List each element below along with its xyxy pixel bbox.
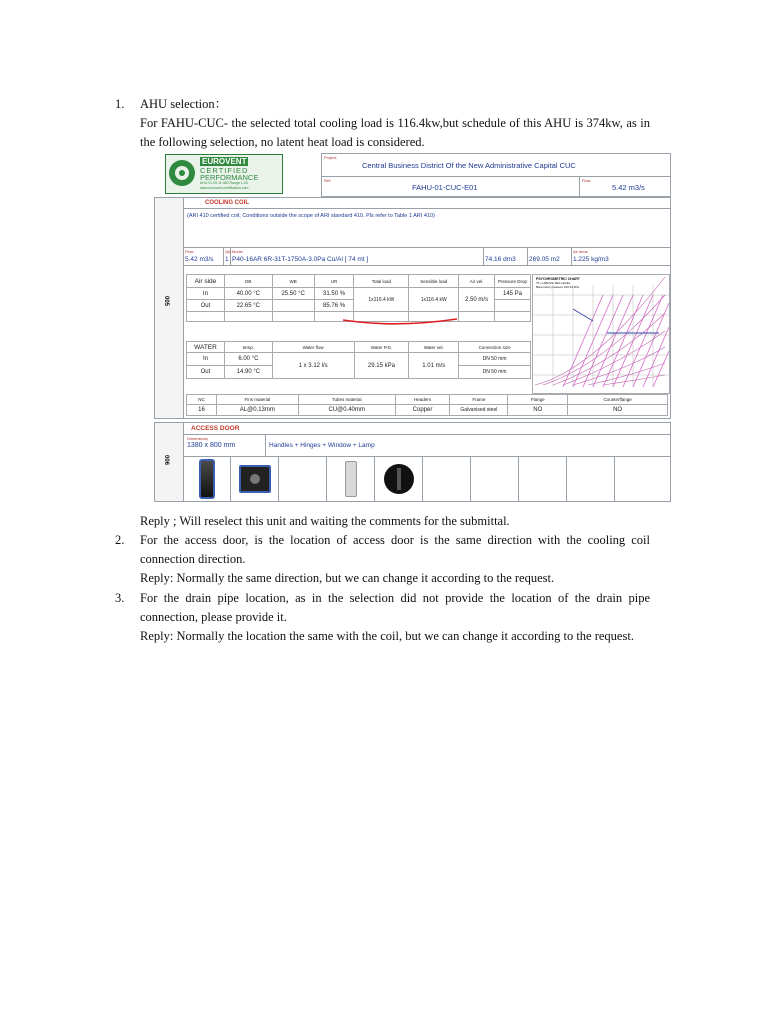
nc-value: 16 — [187, 405, 217, 416]
water-vel-header: Water vel. — [409, 342, 459, 353]
flange-value: NO — [508, 405, 568, 416]
air-side-table — [186, 274, 531, 322]
ur-header: UR — [314, 275, 354, 288]
chart-subtitle-2: Barometric pressure 100.44 kPa — [536, 285, 580, 289]
lamp-photo — [375, 456, 423, 501]
headers-header: Headers — [395, 395, 450, 405]
logo-line-1: EUROVENT — [202, 157, 247, 166]
water-in-label: In — [187, 353, 225, 366]
project-label: Project — [324, 155, 337, 160]
materials-table — [186, 394, 668, 416]
coil-volume-value: 74.16 dm3 — [485, 256, 516, 263]
window-photo — [327, 456, 375, 501]
air-out-label: Out — [187, 300, 225, 312]
wb-header: WB — [272, 275, 314, 288]
cooling-coil-title: COOLING COIL — [205, 200, 249, 206]
water-out-temp: 14.90 °C — [224, 366, 272, 379]
connection-size-header: Connection size — [459, 342, 531, 353]
db-header: DB — [224, 275, 272, 288]
item-3-text: For the drain pipe location, as in the selection did not provide the location of the drain pipe connection, please provide it. — [140, 591, 650, 624]
air-vel-value: 2.50 m/s — [459, 288, 495, 312]
air-vel-header: Air vel. — [459, 275, 495, 288]
coil-density-label: Air dens. — [573, 249, 589, 254]
water-vel-value: 1.01 m/s — [409, 353, 459, 379]
cooling-side-strip — [155, 198, 184, 418]
cooling-coil-note: (ARI 410 certified coil; Conditions outside the scope of ARI standard 410. Pls refer to Table 1 ARI 410) — [187, 213, 435, 219]
pressure-drop-value: 145 Pa — [495, 288, 531, 300]
air-in-db: 40.00 °C — [224, 288, 272, 300]
coil-qty-value: 1 — [225, 256, 229, 263]
item-1-number: 1. — [115, 97, 125, 111]
frame-value: Galvanised steel — [450, 405, 508, 416]
blank-cell-2 — [423, 456, 471, 501]
logo-line-3: PERFORMANCE — [200, 173, 259, 182]
air-in-label: In — [187, 288, 225, 300]
air-out-wb — [272, 300, 314, 312]
header-flow-value: 5.42 m3/s — [612, 183, 645, 192]
coil-flow-value: 5.42 m3/s — [185, 256, 214, 263]
water-temp-header: temp. — [224, 342, 272, 353]
chart-title: PSYCHROMETRIC CHART — [536, 277, 580, 281]
counterflange-value: NO — [568, 405, 668, 416]
project-header-box — [321, 153, 671, 197]
frame-header: Frame — [450, 395, 508, 405]
access-side-strip — [155, 423, 184, 501]
blank-cell-6 — [615, 456, 670, 501]
psychrometric-chart — [532, 274, 670, 394]
access-door-title: ACCESS DOOR — [191, 425, 240, 432]
coil-model-label: Model — [232, 249, 243, 254]
access-dim-value: 1380 x 800 mm — [187, 442, 236, 449]
project-value: Central Business District Of the New Administrative Capital CUC — [362, 161, 576, 170]
ahu-selection-sheet — [151, 152, 673, 504]
blank-cell-5 — [567, 456, 615, 501]
tubes-value: CU@0.40mm — [298, 405, 395, 416]
total-load-header: Total load — [354, 275, 409, 288]
air-out-ur: 85.76 % — [314, 300, 354, 312]
logo-small-text: AHU 01.09.11.460 Range 1-03 — [200, 181, 248, 185]
headers-value: Copper — [395, 405, 450, 416]
access-features: Handles + Hinges + Window + Lamp — [269, 442, 375, 449]
red-annotation-underline — [341, 316, 461, 328]
item-2-text: For the access door, is the location of access door is the same direction with the cooling coil connection direction. — [140, 533, 650, 566]
nc-header: NC — [187, 395, 217, 405]
logo-url: www.eurovent-certification.com — [200, 186, 249, 190]
item-1-title: AHU selection： — [140, 97, 228, 111]
cooling-side-code: 005 — [163, 295, 170, 307]
blank-cell-3 — [471, 456, 519, 501]
water-table — [186, 341, 531, 379]
chart-subtitle-1: 75 m ABOVE SEA LEVEL — [536, 281, 571, 285]
ref-value: FAHU-01-CUC-E01 — [412, 183, 478, 192]
coil-area-value: 269.05 m2 — [529, 256, 560, 263]
handle-photo — [183, 456, 231, 501]
water-in-temp: 6.00 °C — [224, 353, 272, 366]
water-out-label: Out — [187, 366, 225, 379]
pressure-drop-header: Pressure Drop — [495, 275, 531, 288]
hinge-photo — [231, 456, 279, 501]
sensible-load-value: 1x116.4 kW — [409, 288, 459, 312]
air-side-header: Air side — [187, 275, 225, 288]
accessory-thumbnails — [183, 456, 670, 501]
reply-2: Reply: Normally the same direction, but we can change it according to the request. — [140, 571, 555, 585]
coil-density-value: 1.225 kg/m3 — [573, 256, 609, 263]
water-pd-header: Water P.D. — [354, 342, 409, 353]
water-flow-value: 1 x 3.12 l/s — [272, 353, 354, 379]
water-pd-value: 29.15 kPa — [354, 353, 409, 379]
total-load-value: 1x116.4 kW — [354, 288, 409, 312]
ref-label: Ref. — [324, 178, 332, 183]
reply-1: Reply ; Will reselect this unit and waiting the comments for the submittal. — [140, 514, 510, 528]
access-side-code: 006 — [163, 454, 170, 466]
water-header: WATER — [187, 342, 225, 353]
connection-in-value: DN 50 mm — [459, 353, 531, 366]
logo-line-2: CERTIFIED — [200, 166, 249, 175]
item-1-text: For FAHU-CUC- the selected total cooling load is 116.4kw,but schedule of this AHU is 374kw, as in the following selection, no latent heat load is considered. — [140, 116, 650, 149]
counterflange-header: Counterflange — [568, 395, 668, 405]
fins-value: AL@0.13mm — [216, 405, 298, 416]
air-in-ur: 31.50 % — [314, 288, 354, 300]
header-flow-label: Flow — [582, 178, 591, 183]
access-door-section — [154, 422, 671, 502]
logo-emblem-icon — [169, 160, 195, 186]
connection-out-value: DN 50 mm — [459, 366, 531, 379]
fins-header: Fins material — [216, 395, 298, 405]
water-flow-header: Water flow — [272, 342, 354, 353]
sensible-load-header: Sensible load — [409, 275, 459, 288]
tubes-header: Tubes material — [298, 395, 395, 405]
blank-cell-4 — [519, 456, 567, 501]
item-3-number: 3. — [115, 591, 125, 605]
air-in-wb: 25.50 °C — [272, 288, 314, 300]
flange-header: Flange — [508, 395, 568, 405]
coil-flow-label: Flow — [185, 249, 194, 254]
coil-qty-label: Qty — [225, 249, 232, 254]
eurovent-logo — [165, 154, 283, 194]
air-out-db: 22.65 °C — [224, 300, 272, 312]
reply-3: Reply: Normally the location the same with the coil, but we can change it according to the request. — [140, 629, 634, 643]
item-2-number: 2. — [115, 533, 125, 547]
coil-model-value: P40-16AR 6R-31T-1750A-3.0Pa Cu/Al [ 74 mt ] — [232, 256, 369, 263]
blank-cell-1 — [279, 456, 327, 501]
access-dim-label: Dimensions — [187, 436, 208, 441]
